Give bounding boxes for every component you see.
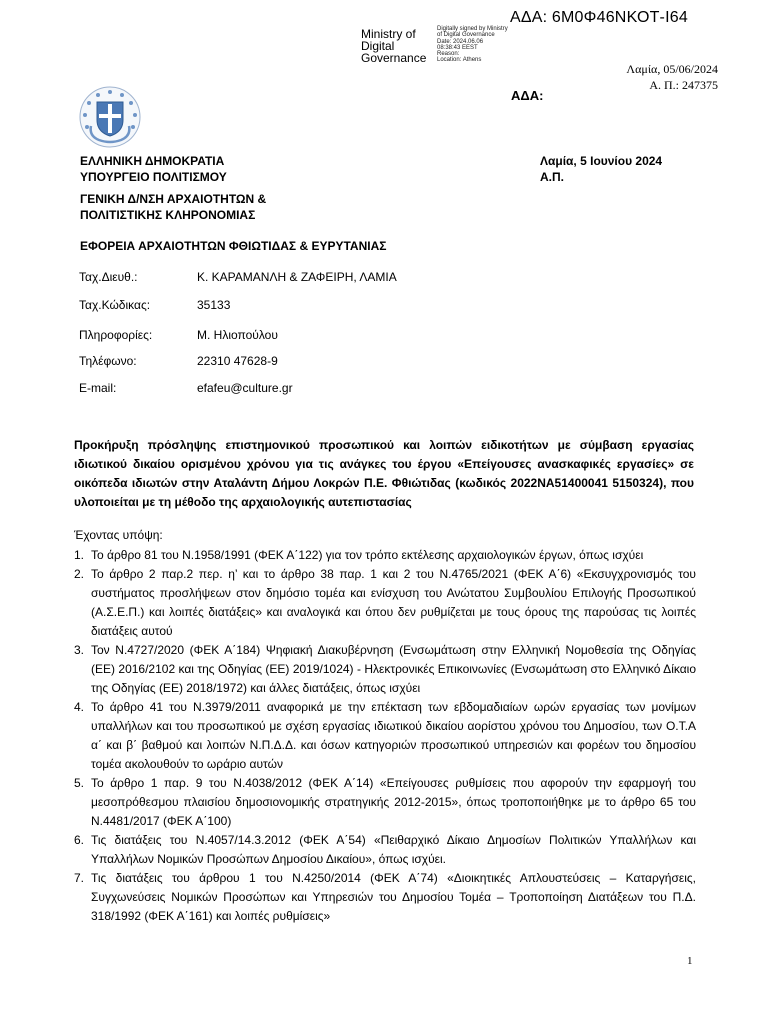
signature-line: Digitally signed by Ministry (437, 26, 508, 32)
considering-heading: Έχοντας υπόψη: (74, 528, 163, 542)
list-item-number: 6. (74, 833, 85, 847)
list-item (74, 565, 696, 641)
contact-value: 22310 47628-9 (197, 354, 278, 368)
list-item-number: 4. (74, 700, 85, 714)
ministry-line: Digital (361, 39, 395, 53)
contact-label: E-mail: (79, 381, 117, 395)
contact-label: Ταχ.Διευθ.: (79, 270, 138, 284)
general-directorate-line: ΠΟΛΙΤΙΣΤΙΚΗΣ ΚΛΗΡΟΝΟΜΙΑΣ (80, 208, 256, 222)
contact-label: Τηλέφωνο: (79, 354, 137, 368)
document-date: Λαμία, 5 Ιουνίου 2024 (540, 154, 663, 168)
contact-label: Ταχ.Κώδικας: (79, 298, 151, 312)
list-item-number: 1. (74, 548, 85, 562)
contact-value: Μ. Ηλιοπούλου (197, 328, 278, 342)
ministry-heading: ΥΠΟΥΡΓΕΙΟ ΠΟΛΙΤΙΣΜΟΥ (80, 170, 227, 184)
protocol-stamp (626, 61, 718, 93)
email-link[interactable]: efafeu@culture.gr (197, 381, 293, 395)
protocol-label: Α.Π. (540, 170, 564, 184)
ministry-line: Governance (361, 51, 427, 65)
protocol-date: Λαμία, 05/06/2024 (626, 62, 718, 76)
issuer-header (80, 153, 227, 185)
signature-line: Date: 2024.06.06 (437, 38, 484, 45)
list-item-number: 3. (74, 643, 85, 657)
list-item-text: Τον Ν.4727/2020 (ΦΕΚ Α΄184) Ψηφιακή Διακυβέρνηση (Ενσωμάτωση στην Ελληνική Νομοθεσία της Οδηγίας (ΕΕ) 2016/2102 και της Οδηγίας (ΕΕ) 2019/1024) - Ηλεκτρονικές Επικοινωνίες (Ενσωμάτωση στο Ελληνικό Δίκαιο της Οδηγίας (ΕΕ) 2018/1972) και άλλες διατάξεις, όπως ισχύει (91, 643, 696, 695)
signature-line: 08:38:43 EEST (437, 44, 478, 51)
list-item (74, 869, 696, 926)
ada-code-stamp: ΑΔΑ: 6Μ0Φ46ΝΚΟΤ-Ι64 (510, 9, 688, 26)
list-item-text: Το άρθρο 41 του Ν.3979/2011 αναφορικά με την επέκταση των εβδομαδιαίων ωρών εργασίας των μονίμων υπαλλήλων και του προσωπικού με σχέση εργασίας ιδιωτικού δικαίου αορίστου χρόνου του Δημοσίου, των Ο.Τ.Α α΄ και β΄ βαθμού και λοιπών Ν.Π.Δ.Δ. και όσων κατηγοριών προσωπικού υπηρεσιών και φορέων του δημοσίου τομέα ακολουθούν το ωράριο αυτών (91, 700, 696, 771)
protocol-number: Α. Π.: 247375 (649, 78, 718, 92)
list-item-number: 7. (74, 871, 85, 885)
list-item-text: Το άρθρο 2 παρ.2 περ. η’ και το άρθρο 38 παρ. 1 και 2 του Ν.4765/2021 (ΦΕΚ Α΄6) «Εκσυγχρονισμός του συστήματος προσλήψεων στον δημόσιο τομέα και ενίσχυση του Ανώτατου Συμβουλίου Επιλογής Προσωπικού (Α.Σ.Ε.Π.) και λοιπές διατάξεις» και αναλογικά και όπου δεν ρυθμίζεται με τους όρους της παρούσας τις λοιπές διατάξεις αυτού (91, 567, 696, 638)
ada-label: ΑΔΑ: (511, 88, 544, 103)
digital-signature-block (437, 26, 508, 64)
contact-value: 35133 (197, 298, 231, 312)
signature-line: Reason: (437, 51, 460, 58)
ministry-line: Ministry of (361, 27, 416, 41)
list-item-text: Το άρθρο 81 του Ν.1958/1991 (ΦΕΚ Α΄122) για τον τρόπο εκτέλεσης αρχαιολογικών έργων, όπως ισχύει (91, 548, 644, 562)
contact-value: Κ. ΚΑΡΑΜΑΝΛΗ & ΖΑΦΕΙΡΗ, ΛΑΜΙΑ (197, 270, 397, 284)
list-item-number: 2. (74, 567, 85, 581)
page-number: 1 (687, 955, 693, 967)
republic-heading: ΕΛΛΗΝΙΚΗ ΔΗΜΟΚΡΑΤΙΑ (80, 154, 225, 168)
list-item-text: Το άρθρο 1 παρ. 9 του Ν.4038/2012 (ΦΕΚ Α΄14) «Επείγουσες ρυθμίσεις που αφορούν την εφαρμογή του μεσοπρόθεσμου πλαισίου δημοσιονομικής στρατηγικής 2012-2015», όπως τροποποιήθηκε με το άρθρο 65 του Ν.4481/2017 (ΦΕΚ Α΄100) (91, 776, 696, 828)
list-item (74, 546, 696, 565)
general-directorate-line: ΓΕΝΙΚΗ Δ/ΝΣΗ ΑΡΧΑΙΟΤΗΤΩΝ & (80, 192, 267, 206)
date-block (540, 153, 662, 185)
list-item (74, 831, 696, 869)
list-item-number: 5. (74, 776, 85, 790)
legal-basis-list (74, 546, 696, 926)
greek-coat-of-arms-icon (79, 86, 141, 148)
announcement-title: Προκήρυξη πρόσληψης επιστημονικού προσωπικού και λοιπών ειδικοτήτων με σύμβαση εργασίας ιδιωτικού δικαίου ορισμένου χρόνου για τις ανάγκες του έργου «Επείγουσες ανασκαφικές εργασίες» σε οικόπεδα ιδιωτών στην Αταλάντη Δήμου Λοκρών Π.Ε. Φθιώτιδας (κωδικός 2022ΝΑ51400041 5150324), που υλοποιείται με τη μέθοδο της αρχαιολογικής αυτεπιστασίας (74, 438, 694, 509)
list-item (74, 774, 696, 831)
list-item-text: Τις διατάξεις του Ν.4057/14.3.2012 (ΦΕΚ Α΄54) «Πειθαρχικό Δίκαιο Δημοσίων Πολιτικών Υπαλλήλων και Υπαλλήλων Νομικών Προσώπων Δημοσίου Δικαίου», όπως ισχύει. (91, 833, 696, 866)
signature-line: Location: Athens (437, 57, 482, 64)
list-item (74, 641, 696, 698)
list-item (74, 698, 696, 774)
list-item-text: Τις διατάξεις του άρθρου 1 του Ν.4250/2014 (ΦΕΚ Α΄74) «Διοικητικές Απλουστεύσεις – Καταργήσεις, Συγχωνεύσεις Νομικών Προσώπων και Υπηρεσιών του Δημοσίου Τομέα – Τροποποίηση Διατάξεων του Π.Δ. 318/1992 (ΦΕΚ Α΄161) και λοιπές ρυθμίσεις» (91, 871, 696, 923)
ephorate-heading: ΕΦΟΡΕΙΑ ΑΡΧΑΙΟΤΗΤΩΝ ΦΘΙΩΤΙΔΑΣ & ΕΥΡΥΤΑΝΙΑΣ (80, 239, 387, 253)
signature-line: of Digital Governance (437, 32, 495, 39)
ministry-of-digital-governance-label (361, 28, 426, 64)
general-directorate (80, 191, 266, 223)
contact-label: Πληροφορίες: (79, 328, 153, 342)
